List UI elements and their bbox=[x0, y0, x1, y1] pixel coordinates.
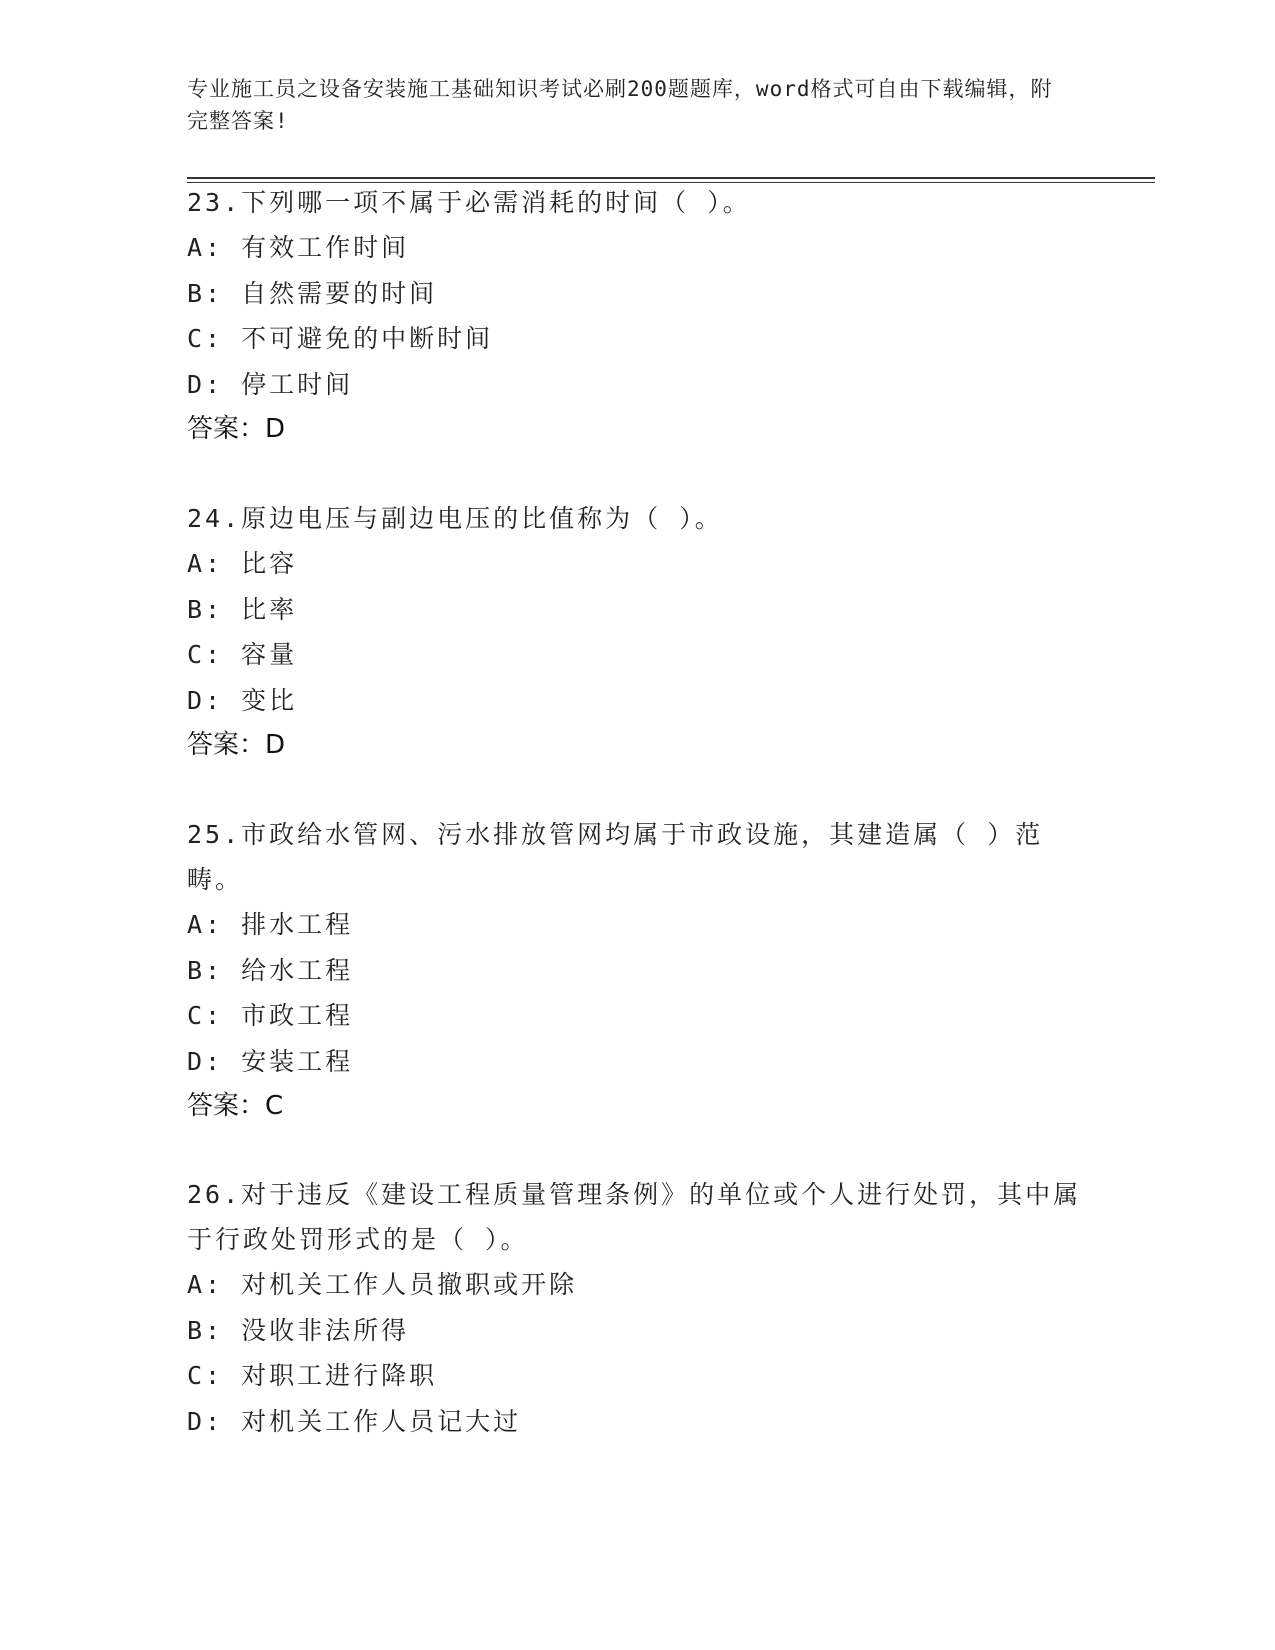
option-d: D: 停工时间 bbox=[187, 369, 354, 399]
question-stem: 23.下列哪一项不属于必需消耗的时间（ ）。 bbox=[187, 188, 751, 217]
answer: 答案：C bbox=[187, 1091, 284, 1121]
option-a: A: 对机关工作人员撤职或开除 bbox=[187, 1270, 578, 1299]
question-25 bbox=[187, 812, 1087, 1129]
question-26 bbox=[187, 1172, 1087, 1444]
answer: 答案：D bbox=[187, 414, 286, 444]
option-c: C: 市政工程 bbox=[187, 1001, 354, 1030]
option-c: C: 对职工进行降职 bbox=[187, 1361, 438, 1390]
question-23 bbox=[187, 180, 1087, 452]
option-b: B: 比率 bbox=[187, 594, 298, 624]
document-header: 专业施工员之设备安装施工基础知识考试必刷200题题库，word格式可自由下载编辑，附完整答案! bbox=[187, 77, 1053, 133]
question-24 bbox=[187, 496, 1087, 768]
option-a: A: 比容 bbox=[187, 549, 298, 578]
option-d: D: 安装工程 bbox=[187, 1046, 354, 1076]
option-b: B: 给水工程 bbox=[187, 955, 354, 985]
header-divider bbox=[187, 177, 1155, 179]
question-stem: 24.原边电压与副边电压的比值称为（ ）。 bbox=[187, 504, 723, 533]
option-c: C: 容量 bbox=[187, 640, 298, 669]
option-c: C: 不可避免的中断时间 bbox=[187, 324, 494, 353]
option-b: B: 没收非法所得 bbox=[187, 1315, 410, 1345]
option-b: B: 自然需要的时间 bbox=[187, 278, 438, 308]
option-a: A: 排水工程 bbox=[187, 910, 354, 939]
question-stem: 26.对于违反《建设工程质量管理条例》的单位或个人进行处罚，其中属于行政处罚形式的是（ ）。 bbox=[187, 1180, 1082, 1254]
answer: 答案：D bbox=[187, 730, 286, 760]
option-a: A: 有效工作时间 bbox=[187, 233, 410, 262]
option-d: D: 对机关工作人员记大过 bbox=[187, 1406, 522, 1436]
question-stem: 25.市政给水管网、污水排放管网均属于市政设施，其建造属（ ）范畴。 bbox=[187, 820, 1044, 894]
option-d: D: 变比 bbox=[187, 685, 298, 715]
